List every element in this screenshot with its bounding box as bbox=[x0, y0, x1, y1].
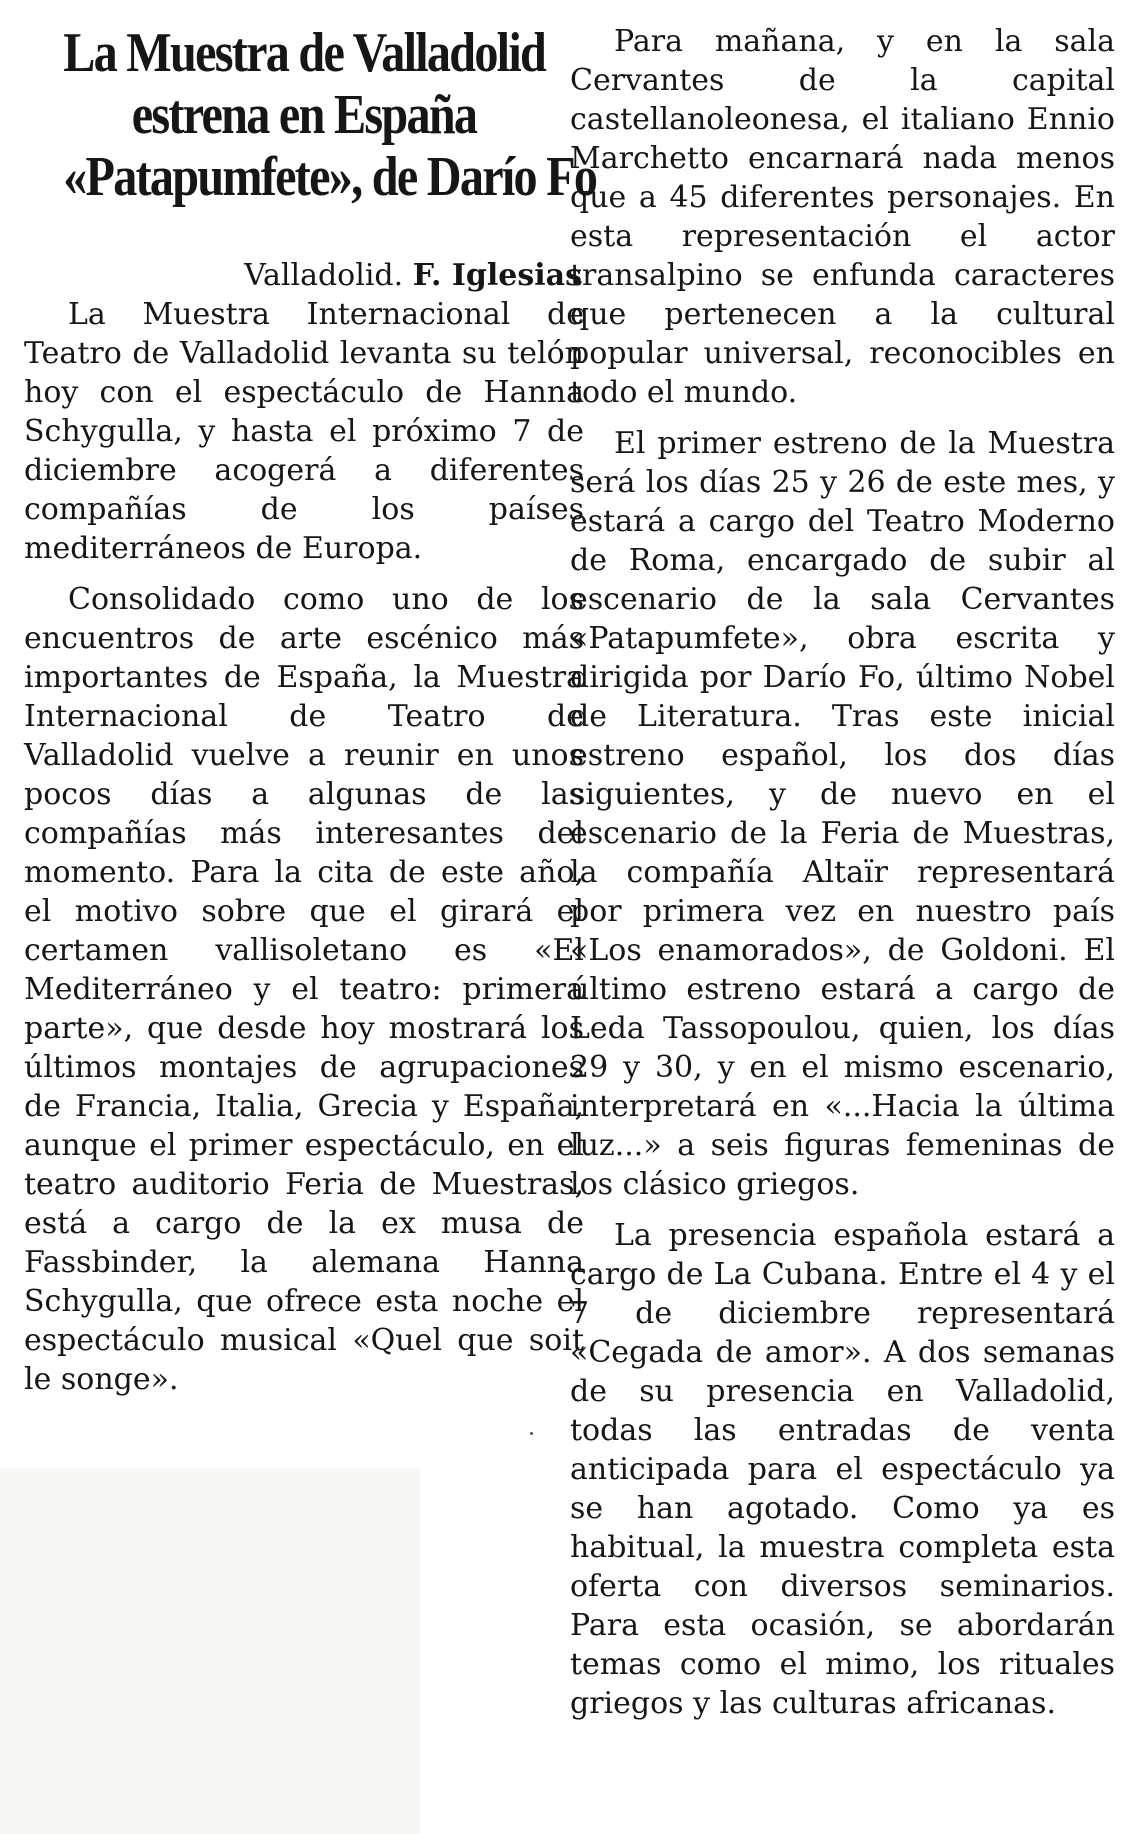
headline-line-1: La Muestra de Valladolid bbox=[63, 22, 546, 84]
headline-line-2: estrena en España bbox=[131, 84, 477, 146]
paragraph-2: Consolidado como uno de los encuentros de arte escénico más importantes de España, la Muestra Internacional de Teatro de Valladolid vuelve a reunir en unos pocos días a algunas de las compañías más interesantes del momento. Para la cita de este año, el motivo sobre que el girará el certamen vallisoletano es «El Mediterráneo y el teatro: primera parte», que desde hoy mostrará los últimos montajes de agrupaciones de Francia, Italia, Grecia y España, aunque el primer espectáculo, en el teatro auditorio Feria de Muestras, está a cargo de la ex musa de Fassbinder, la alemana Hanna Schygulla, que ofrece esta noche el espectáculo musical «Quel que soit le songe». bbox=[24, 582, 584, 1397]
right-column bbox=[570, 0, 1115, 1723]
paragraph-3: Para mañana, y en la sala Cervantes de la capital castellanoleonesa, el italiano Ennio Marchetto encarnará nada menos que a 45 diferentes personajes. En esta representación el actor transalpino se enfunda caracteres que pertenecen a la cultural popular universal, reconocibles en todo el mundo. bbox=[570, 24, 1115, 410]
paragraph-5: La presencia española estará a cargo de La Cubana. Entre el 4 y el 7 de diciembre representará «Cegada de amor». A dos semanas de su presencia en Valladolid, todas las entradas de venta anticipada para el espectáculo ya se han agotado. Como ya es habitual, la muestra completa esta oferta con diversos seminarios. Para esta ocasión, se abordarán temas como el mimo, los rituales griegos y las culturas africanas. bbox=[570, 1218, 1115, 1721]
left-column bbox=[24, 0, 597, 1399]
paragraph-1: La Muestra Internacional de Teatro de Valladolid levanta su telón hoy con el espectáculo de Hanna Schygulla, y hasta el próximo 7 de diciembre acogerá a diferentes compañías de los países mediterráneos de Europa. bbox=[24, 297, 584, 566]
byline-place: Valladolid. bbox=[244, 258, 404, 293]
paper-blemish bbox=[0, 1468, 420, 1834]
byline-author: F. Iglesias bbox=[412, 258, 582, 293]
ink-speck bbox=[530, 1432, 533, 1435]
byline bbox=[24, 256, 584, 295]
article-headline bbox=[63, 22, 597, 208]
headline-line-3: «Patapumfete», de Darío Fo bbox=[63, 146, 597, 208]
paragraph-4: El primer estreno de la Muestra será los días 25 y 26 de este mes, y estará a cargo del Teatro Moderno de Roma, encargado de subir al escenario de la sala Cervantes «Patapumfete», obra escrita y dirigida por Darío Fo, último Nobel de Literatura. Tras este inicial estreno español, los dos días siguientes, y de nuevo en el escenario de la Feria de Muestras, la compañía Altaïr representará por primera vez en nuestro país «Los enamorados», de Goldoni. El último estreno estará a cargo de Leda Tassopoulou, quien, los días 29 y 30, y en el mismo escenario, interpretará en «...Hacia la última luz...» a seis figuras femeninas de los clásico griegos. bbox=[570, 426, 1115, 1202]
